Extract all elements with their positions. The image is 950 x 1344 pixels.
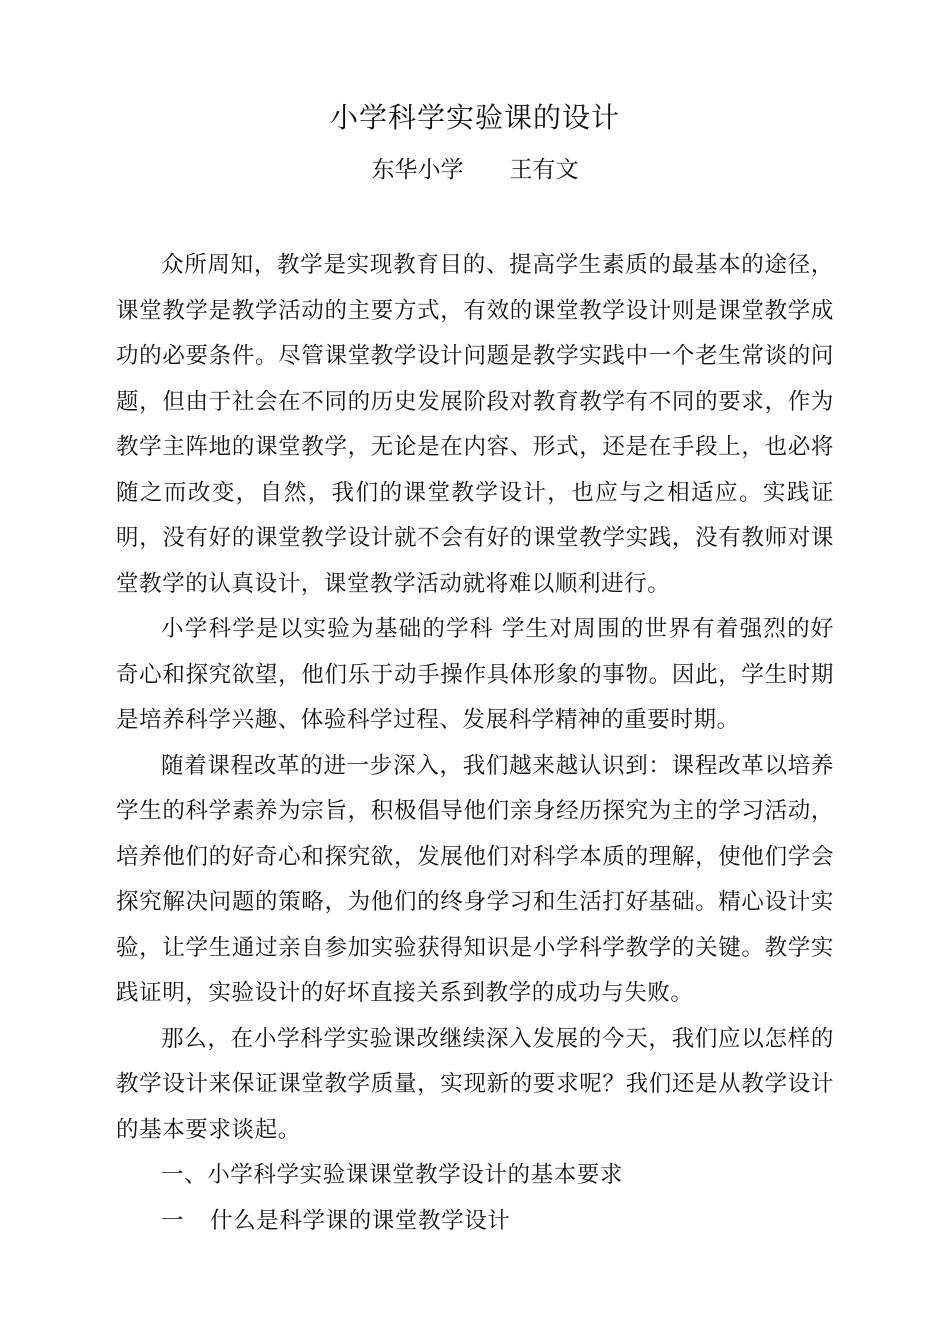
- document-title: 小学科学实验课的设计: [329, 101, 620, 134]
- paragraph-1: 众所周知，教学是实现教育目的、提高学生素质的最基本的途径，课堂教学是教学活动的主要方式，有效的课堂教学设计则是课堂教学成功的必要条件。尽管课堂教学设计问题是教学实践中一个老生常谈的问题，但由于社会在不同的历史发展阶段对教育教学有不同的要求，作为教学主阵地的课堂教学，无论是在内容、形式，还是在手段上，也必将随之而改变，自然，我们的课堂教学设计，也应与之相适应。实践证明，没有好的课堂教学设计就不会有好的课堂教学实践，没有教师对课堂教学的认真设计，课堂教学活动就将难以顺利进行。: [116, 252, 834, 597]
- byline: [0, 152, 950, 188]
- subsection-heading: [116, 1199, 834, 1245]
- section-heading: 一、小学科学实验课课堂教学设计的基本要求: [161, 1162, 624, 1188]
- paragraph-2: 小学科学是以实验为基础的学科 学生对周围的世界有着强烈的好奇心和探究欲望，他们乐于动手操作具体形象的事物。因此，学生时期是培养科学兴趣、体验科学过程、发展科学精神的重要时期。: [116, 616, 834, 733]
- paragraph-4: 那么，在小学科学实验课改继续深入发展的今天，我们应以怎样的教学设计来保证课堂教学质量，实现新的要求呢？我们还是从教学设计的基本要求谈起。: [116, 1025, 834, 1143]
- author-name: 王有文: [509, 157, 579, 183]
- subsection-number: 一: [161, 1207, 185, 1234]
- body-text: [116, 243, 834, 1244]
- paragraph-3: 随着课程改革的进一步深入，我们越来越认识到：课程改革以培养学生的科学素养为宗旨，积极倡导他们亲身经历探究为主的学习活动，培养他们的好奇心和探究欲，发展他们对科学本质的理解，使他们学会探究解决问题的策略，为他们的终身学习和生活打好基础。精心设计实验，让学生通过亲自参加实验获得知识是小学科学教学的关键。教学实践证明，实验设计的好坏直接关系到教学的成功与失败。: [116, 752, 834, 1006]
- subsection-title: 什么是科学课的课堂教学设计: [210, 1207, 511, 1234]
- school-name: 东华小学: [371, 157, 464, 183]
